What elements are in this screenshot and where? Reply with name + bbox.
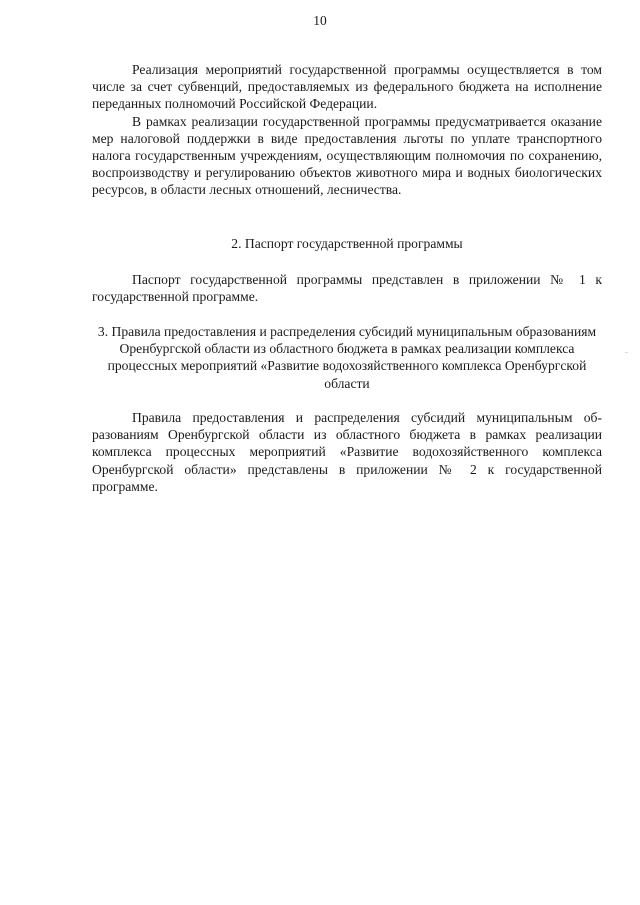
rules-heading-block bbox=[92, 323, 602, 392]
rules-section bbox=[92, 409, 602, 495]
passport-section bbox=[92, 271, 602, 305]
paragraph-rules: Правила предоставления и распределения субсидий муниципальным образованиям Оренбургской области из областного бюджета в рамках реализации комплекса процессных мероприятий «Развитие водохозяйственного комплекса Оренбургской области» представлены в приложении № 2 к государственной программе. bbox=[92, 410, 602, 494]
page-number: 10 bbox=[313, 13, 327, 28]
paragraph-tax-support: В рамках реализации государственной программы предусматривается оказание мер налоговой поддержки в виде предоставления льготы по уплате транспортного налога государственным учреждениям, осуществляющим полномочия по сохранению, воспроизводству и регулированию объектов животного мира и водных биологических ресурсов, в области лесных отношений, лесничества. bbox=[92, 113, 602, 198]
passport-heading-block bbox=[92, 235, 602, 252]
paragraph-passport: Паспорт государственной программы представлен в приложении № 1 к государственной программе. bbox=[92, 272, 602, 305]
paragraph-subventions: Реализация мероприятий государственной программы осуществляется в том числе за счет субвенций, предоставляемых из федерального бюджета на исполнение переданных полномочий Российской Федерации. bbox=[92, 62, 602, 112]
scan-artifact bbox=[625, 352, 628, 353]
section-heading-passport: 2. Паспорт государственной программы bbox=[231, 236, 463, 251]
intro-section bbox=[92, 61, 602, 199]
section-heading-rules: 3. Правила предоставления и распределения субсидий муниципальным образованиям Оренбургской области из областного бюджета в рамках реализации комплекса процессных мероприятий «Развитие водохозяйственного комплекса Оренбургской области bbox=[97, 324, 597, 391]
